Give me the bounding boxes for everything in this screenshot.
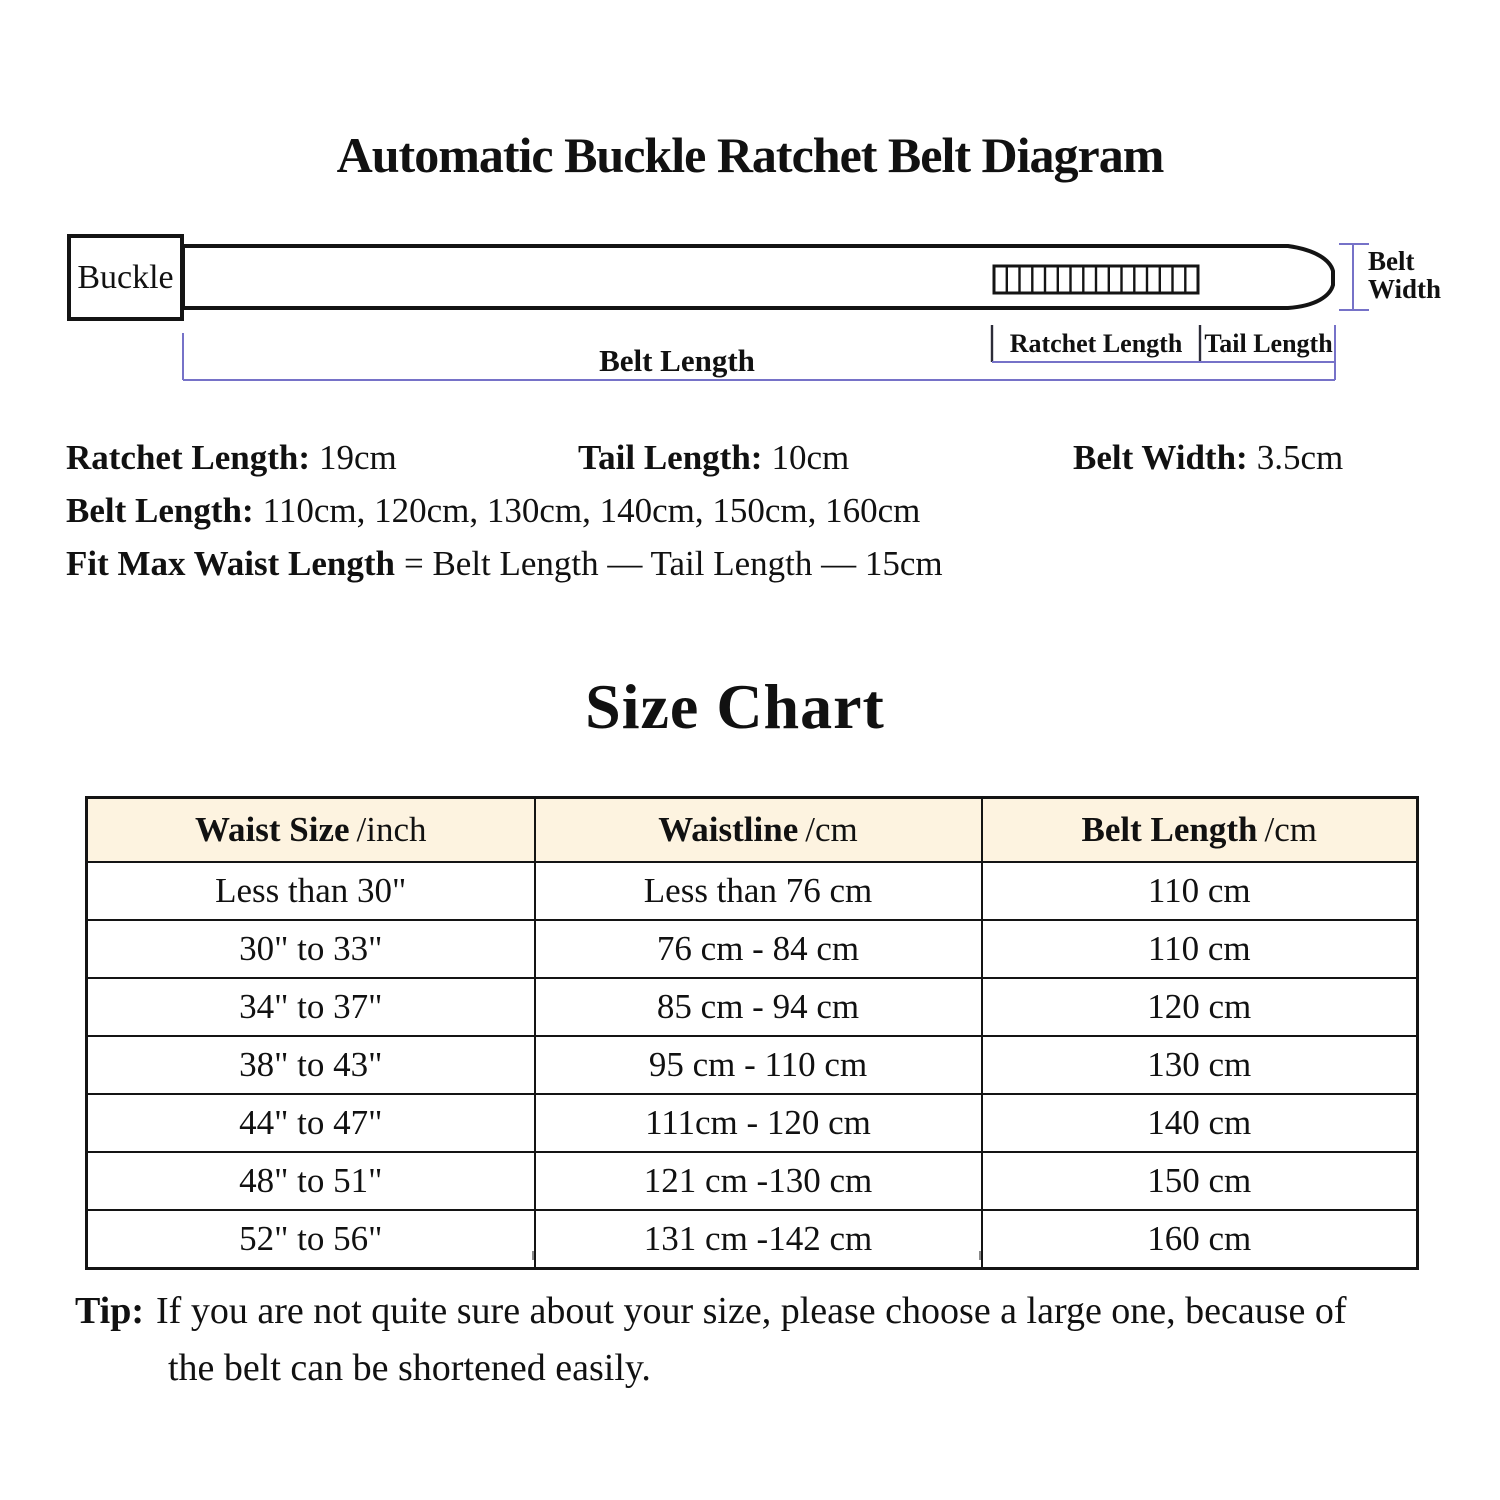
spec-tail-label: Tail Length: xyxy=(578,438,763,477)
belt-width-label-line1: Belt xyxy=(1368,246,1415,276)
column-header-unit: /cm xyxy=(1264,810,1317,849)
table-cell: 121 cm -130 cm xyxy=(535,1152,982,1210)
tip-text-line2: the belt can be shortened easily. xyxy=(168,1347,651,1389)
spec-belt-length xyxy=(66,491,920,531)
column-header-unit: /cm xyxy=(805,810,858,849)
column-header-name: Waistline xyxy=(658,810,799,849)
table-cell: 111cm - 120 cm xyxy=(535,1094,982,1152)
spec-belt-value: 110cm, 120cm, 130cm, 140cm, 150cm, 160cm xyxy=(262,491,921,530)
page-title: Automatic Buckle Ratchet Belt Diagram xyxy=(336,127,1164,183)
table-cell: 34" to 37" xyxy=(87,978,535,1036)
size-chart-table xyxy=(85,796,1419,1270)
table-cell: 110 cm xyxy=(982,920,1418,978)
spec-belt-label: Belt Length: xyxy=(66,491,254,530)
spec-tail-value: 10cm xyxy=(771,438,850,477)
tip-note xyxy=(75,1283,1465,1397)
spec-fit-label: Fit Max Waist Length xyxy=(66,544,395,583)
spec-width-label: Belt Width: xyxy=(1073,438,1248,477)
ratchet-length-label: Ratchet Length xyxy=(1009,329,1183,358)
table-cell: 44" to 47" xyxy=(87,1094,535,1152)
column-header-name: Belt Length xyxy=(1081,810,1258,849)
spec-belt-width xyxy=(1073,438,1343,478)
table-row xyxy=(87,1210,1418,1269)
column-header-name: Waist Size xyxy=(194,810,350,849)
column-header-waistline xyxy=(535,798,982,863)
table-row xyxy=(87,978,1418,1036)
column-header-unit: /inch xyxy=(356,810,427,849)
table-cell: 120 cm xyxy=(982,978,1418,1036)
belt-width-dimension xyxy=(1339,244,1369,310)
spec-tail-length xyxy=(578,438,849,478)
table-cell: 150 cm xyxy=(982,1152,1418,1210)
spec-fit-value: = Belt Length — Tail Length — 15cm xyxy=(403,544,943,583)
spec-fit-max-waist xyxy=(66,544,943,584)
table-row xyxy=(87,1094,1418,1152)
tip-text-line1: If you are not quite sure about your size, please choose a large one, because of xyxy=(156,1290,1347,1332)
table-column-stub xyxy=(979,1251,981,1260)
size-table-body xyxy=(87,862,1418,1269)
belt-width-label xyxy=(1368,247,1478,303)
table-cell: 85 cm - 94 cm xyxy=(535,978,982,1036)
tip-label: Tip: xyxy=(75,1290,145,1332)
table-header-row xyxy=(87,798,1418,863)
column-header-waist-size xyxy=(87,798,535,863)
spec-ratchet-label: Ratchet Length: xyxy=(66,438,310,477)
belt-length-label: Belt Length xyxy=(599,343,755,378)
table-cell: 110 cm xyxy=(982,862,1418,920)
spec-ratchet-length xyxy=(66,438,397,478)
table-cell: Less than 30" xyxy=(87,862,535,920)
table-cell: 140 cm xyxy=(982,1094,1418,1152)
table-cell: 48" to 51" xyxy=(87,1152,535,1210)
column-header-belt-length xyxy=(982,798,1418,863)
table-row xyxy=(87,1152,1418,1210)
table-row xyxy=(87,1036,1418,1094)
tail-length-label: Tail Length xyxy=(1204,329,1333,358)
table-cell: 52" to 56" xyxy=(87,1210,535,1269)
table-row xyxy=(87,920,1418,978)
table-cell: 30" to 33" xyxy=(87,920,535,978)
tip-line1 xyxy=(75,1283,1465,1340)
table-row xyxy=(87,862,1418,920)
buckle-label: Buckle xyxy=(77,258,174,296)
table-cell: 38" to 43" xyxy=(87,1036,535,1094)
spec-width-value: 3.5cm xyxy=(1256,438,1344,477)
spec-ratchet-value: 19cm xyxy=(319,438,397,477)
table-cell: 95 cm - 110 cm xyxy=(535,1036,982,1094)
size-chart-heading: Size Chart xyxy=(585,671,885,742)
table-cell: 76 cm - 84 cm xyxy=(535,920,982,978)
table-cell: 130 cm xyxy=(982,1036,1418,1094)
table-column-stub xyxy=(532,1251,534,1260)
table-cell: 160 cm xyxy=(982,1210,1418,1269)
belt-width-label-line2: Width xyxy=(1368,274,1442,304)
table-cell: Less than 76 cm xyxy=(535,862,982,920)
table-cell: 131 cm -142 cm xyxy=(535,1210,982,1269)
